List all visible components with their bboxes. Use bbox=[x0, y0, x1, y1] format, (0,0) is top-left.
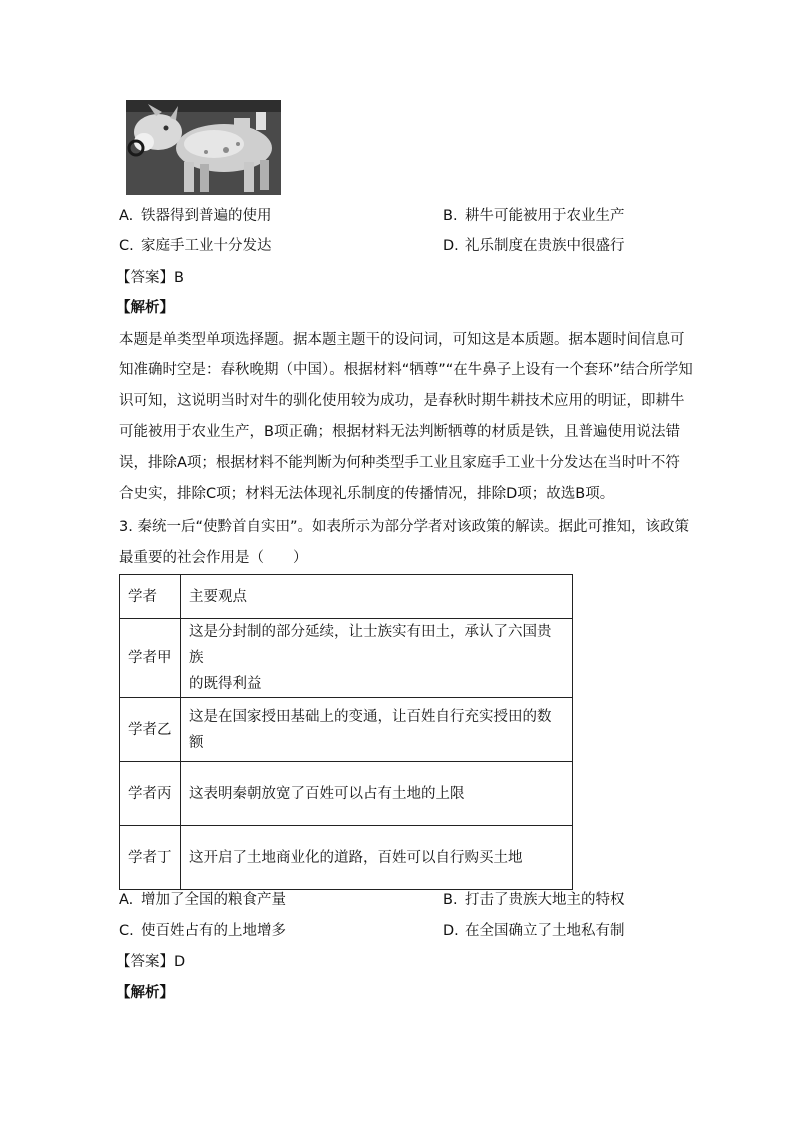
q3-option-a: A. 增加了全国的粮食产量 bbox=[119, 892, 286, 908]
q3-stem-line: 3. 秦统一后“使黔首自实田”。如表所示为部分学者对该政策的解读。据此可推知，该政策 bbox=[119, 519, 689, 535]
q3-stem-line: 最重要的社会作用是（ ） bbox=[119, 550, 308, 566]
view-cell: 这是在国家授田基础上的变通，让百姓自行充实授田的数额 bbox=[181, 698, 573, 762]
ox-vessel-image bbox=[126, 100, 281, 195]
view-cell: 这表明秦朝放宽了百姓可以占有土地的上限 bbox=[181, 762, 573, 826]
q3-option-c: C. 使百姓占有的上地增多 bbox=[119, 923, 286, 939]
scholar-cell: 学者丁 bbox=[120, 826, 181, 890]
q3-analysis-label: 【解析】 bbox=[116, 985, 174, 1001]
q2-analysis-line: 识可知，这说明当时对牛的驯化使用较为成功，是春秋时期牛耕技术应用的明证，即耕牛 bbox=[119, 393, 685, 409]
table-header-row bbox=[120, 575, 573, 619]
q3-option-d: D. 在全国确立了土地私有制 bbox=[443, 923, 625, 939]
q3-answer: 【答案】D bbox=[116, 954, 186, 970]
q2-option-b: B. 耕牛可能被用于农业生产 bbox=[443, 208, 625, 224]
view-line: 这是分封制的部分延续，让士族实有田土，承认了六国贵族 bbox=[189, 624, 552, 666]
q2-analysis-line: 可能被用于农业生产，B项正确；根据材料无法判断牺尊的材质是铁，且普遍使用说法错 bbox=[119, 424, 680, 440]
q2-analysis-line: 本题是单类型单项选择题。据本题主题干的设问词，可知这是本质题。据本题时间信息可 bbox=[119, 332, 685, 348]
scholar-cell: 学者乙 bbox=[120, 698, 181, 762]
table-row bbox=[120, 619, 573, 698]
q2-analysis-line: 误，排除A项；根据材料不能判断为何种类型手工业且家庭手工业十分发达在当时叶不符 bbox=[119, 455, 680, 471]
header-view: 主要观点 bbox=[181, 575, 573, 619]
q2-option-a: A. 铁器得到普遍的使用 bbox=[119, 208, 272, 224]
q2-analysis-line: 合史实，排除C项；材料无法体现礼乐制度的传播情况，排除D项；故选B项。 bbox=[119, 486, 615, 502]
table-row bbox=[120, 698, 573, 762]
q2-analysis-line: 知准确时空是：春秋晚期（中国）。根据材料“牺尊”“在牛鼻子上设有一个套环”结合所学知 bbox=[119, 362, 693, 378]
view-cell: 这开启了土地商业化的道路，百姓可以自行购买土地 bbox=[181, 826, 573, 890]
table-row bbox=[120, 762, 573, 826]
table-row bbox=[120, 826, 573, 890]
scholar-cell: 学者甲 bbox=[120, 619, 181, 698]
scholar-cell: 学者丙 bbox=[120, 762, 181, 826]
q2-analysis-label: 【解析】 bbox=[116, 300, 174, 316]
header-scholar: 学者 bbox=[120, 575, 181, 619]
q2-option-c: C. 家庭手工业十分发达 bbox=[119, 238, 272, 254]
q3-option-b: B. 打击了贵族大地主的特权 bbox=[443, 892, 625, 908]
view-line: 的既得利益 bbox=[189, 676, 262, 692]
q2-option-d: D. 礼乐制度在贵族中很盛行 bbox=[443, 238, 625, 254]
view-cell bbox=[181, 619, 573, 698]
q2-answer: 【答案】B bbox=[116, 270, 184, 286]
scholar-views-table bbox=[119, 574, 573, 890]
